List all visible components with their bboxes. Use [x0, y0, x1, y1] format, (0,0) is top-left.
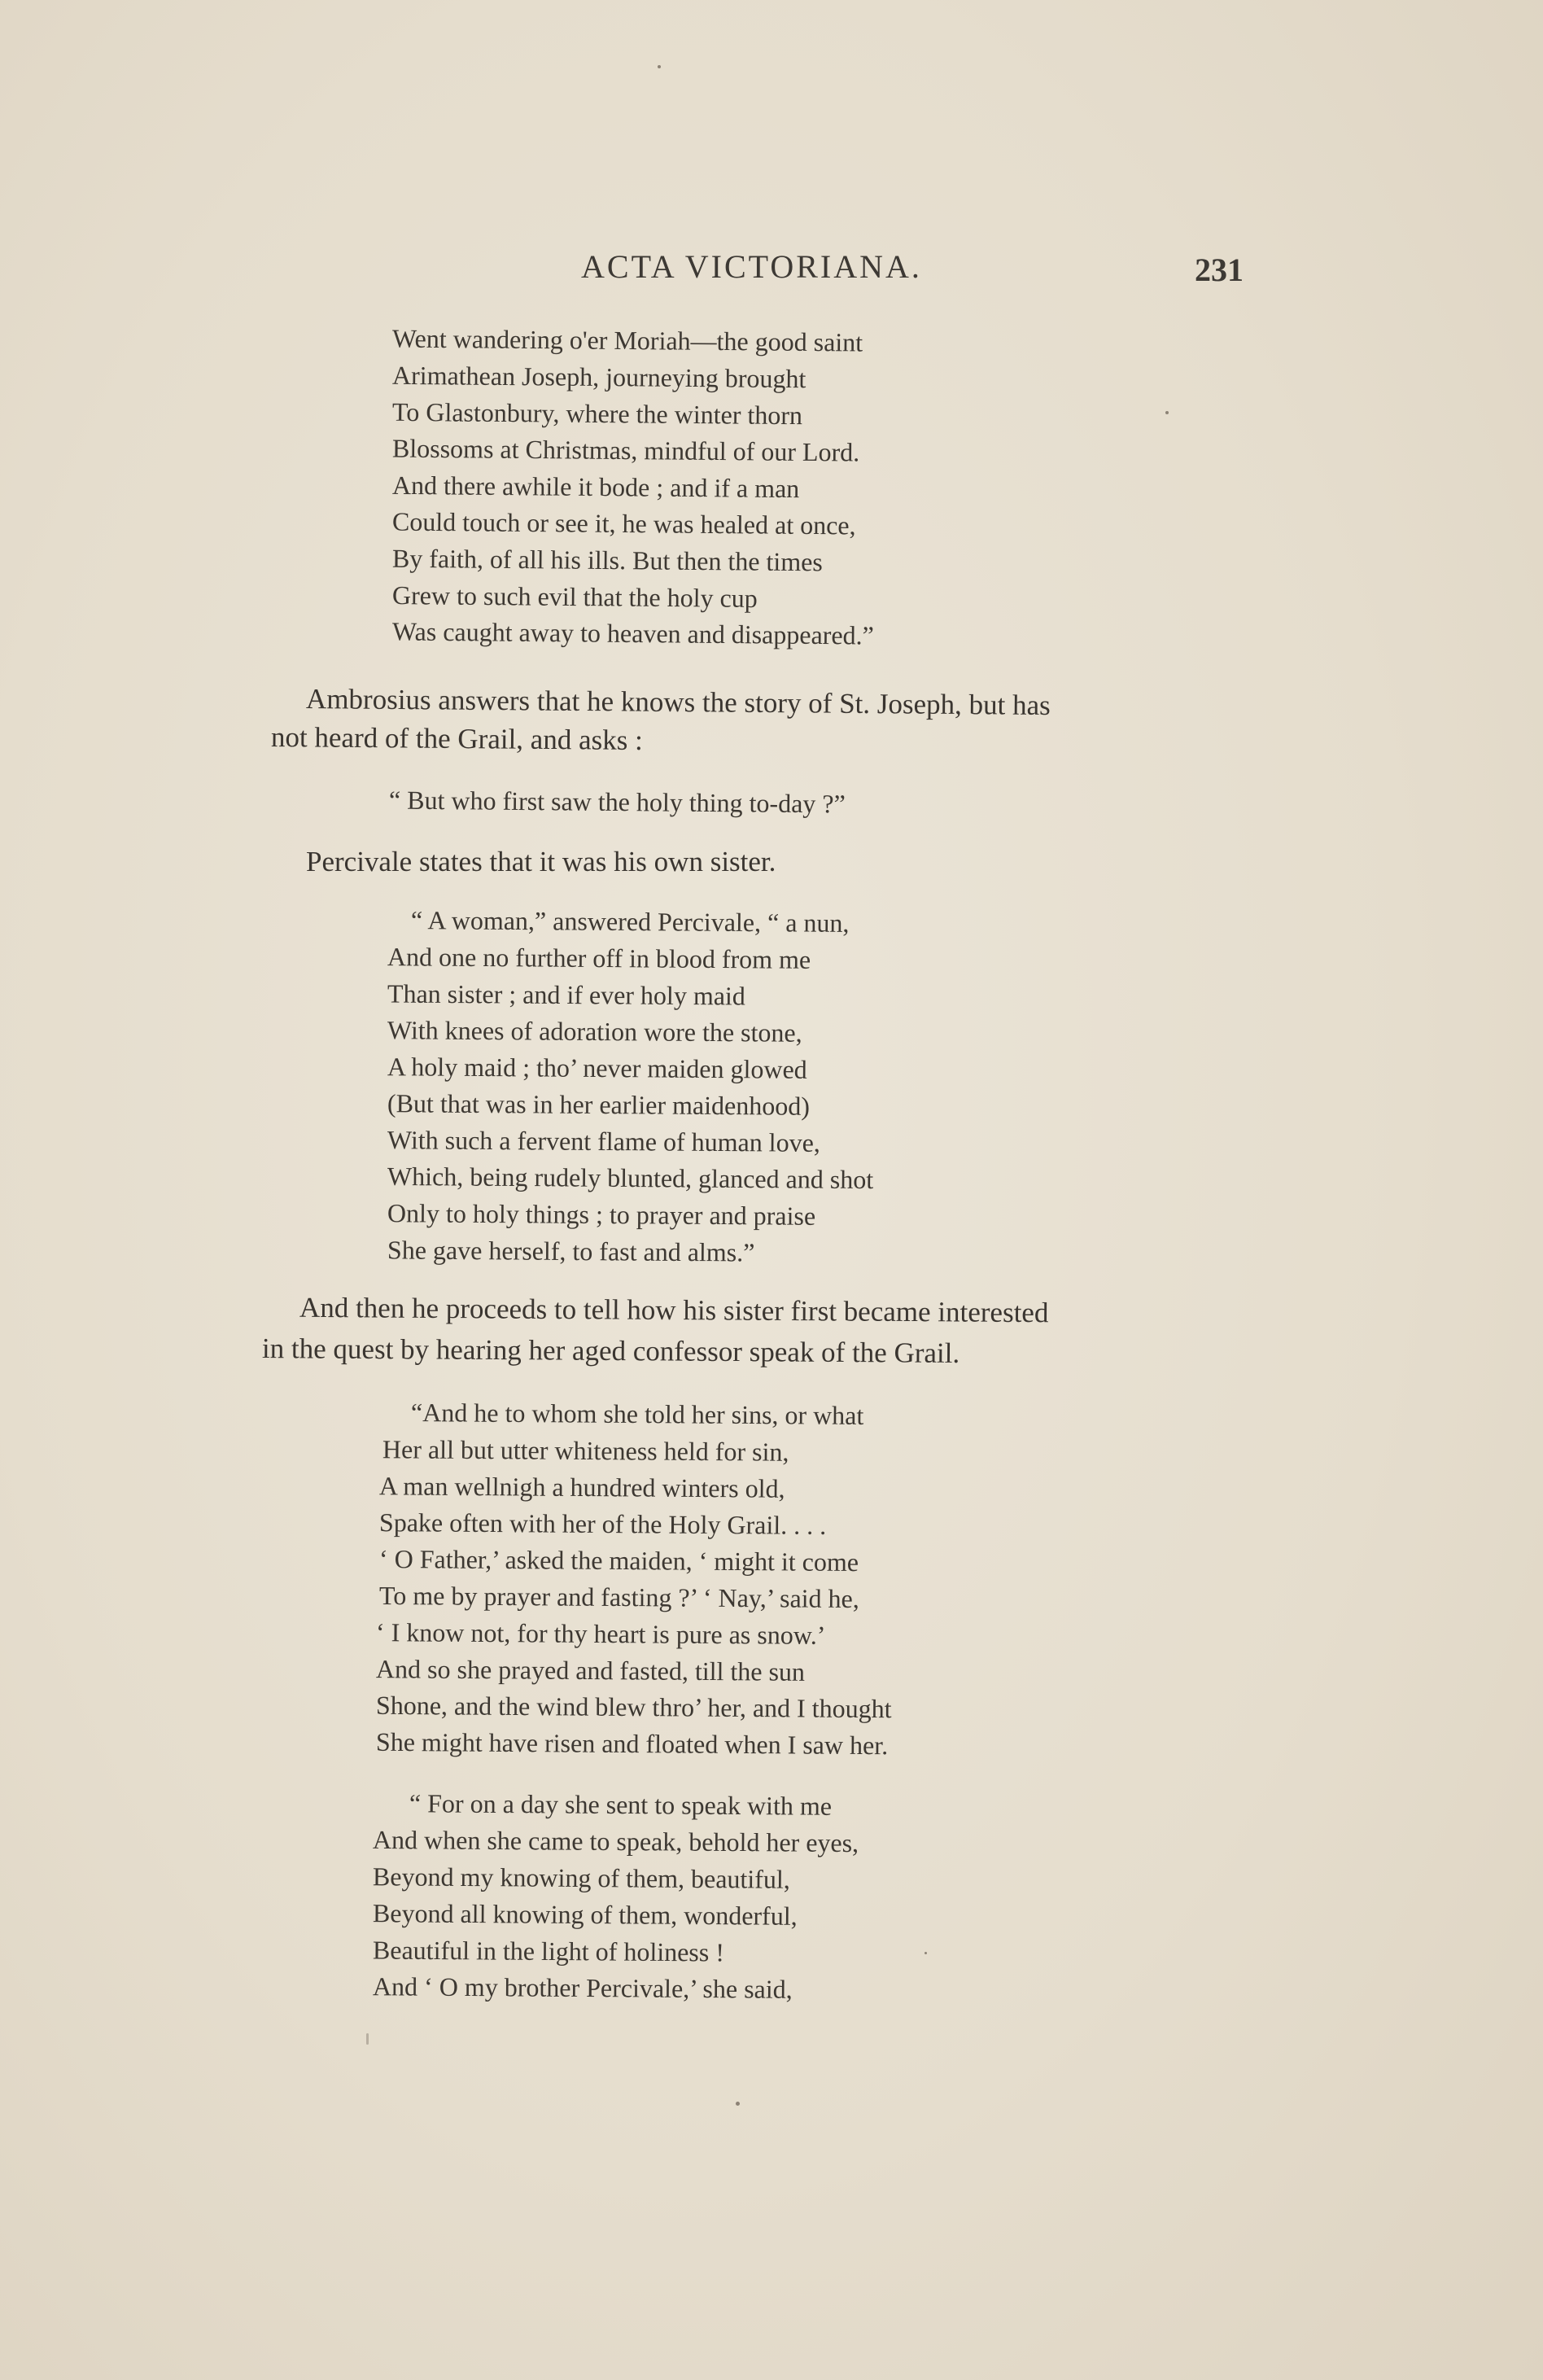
verse-line: With knees of adoration wore the stone,: [387, 1015, 802, 1048]
verse-line: Than sister ; and if ever holy maid: [387, 978, 745, 1011]
verse-line: And there awhile it bode ; and if a man: [391, 470, 800, 504]
paper-speck: [366, 2033, 369, 2045]
quoted-question: “ But who first saw the holy thing to-day ?”: [388, 785, 846, 819]
verse-line: Was caught away to heaven and disappeared.”: [391, 616, 874, 650]
verse-line: And so she prayed and fasted, till the sun: [375, 1654, 806, 1687]
verse-line: Grew to such evil that the holy cup: [391, 580, 758, 613]
verse-line: A holy maid ; tho’ never maiden glowed: [387, 1052, 807, 1084]
verse-line: With such a fervent flame of human love,: [387, 1125, 820, 1157]
running-head: ACTA VICTORIANA.: [581, 248, 922, 285]
page-header: [0, 247, 1543, 296]
verse-line: She gave herself, to fast and alms.”: [387, 1235, 755, 1267]
paper-speck: [658, 65, 661, 68]
verse-line: “And he to whom she told her sins, or what: [410, 1398, 864, 1430]
verse-line: Arimathean Joseph, journeying brought: [391, 360, 806, 394]
paper-speck: [736, 2102, 740, 2106]
verse-line: Beyond all knowing of them, wonderful,: [372, 1898, 798, 1931]
prose-line: in the quest by hearing her aged confessor speak of the Grail.: [261, 1332, 960, 1369]
verse-line: “ A woman,” answered Percivale, “ a nun,: [410, 905, 850, 938]
verse-line: And one no further off in blood from me: [387, 942, 811, 974]
prose-line: And then he proceeds to tell how his sister first became interested: [299, 1291, 1049, 1329]
verse-line: Beyond my knowing of them, beautiful,: [372, 1862, 790, 1894]
verse-line: To Glastonbury, where the winter thorn: [391, 396, 803, 431]
verse-line: Shone, and the wind blew thro’ her, and I thought: [375, 1690, 892, 1724]
prose-line: Ambrosius answers that he knows the story of St. Joseph, but has: [305, 683, 1051, 721]
prose-line: not heard of the Grail, and asks :: [270, 721, 643, 756]
verse-line: Could touch or see it, he was healed at once,: [391, 506, 856, 540]
verse-line: Only to holy things ; to prayer and praise: [387, 1198, 816, 1231]
verse-line: By faith, of all his ills. But then the times: [391, 543, 823, 577]
page-number: 231: [1195, 252, 1244, 288]
verse-line: ‘ I know not, for thy heart is pure as snow.’: [375, 1617, 826, 1650]
verse-line: Spake often with her of the Holy Grail. . . .: [378, 1507, 827, 1540]
verse-line: To me by prayer and fasting ?’ ‘ Nay,’ said he,: [378, 1580, 859, 1614]
verse-line: Beautiful in the light of holiness !: [372, 1935, 725, 1967]
paper-speck: [924, 1952, 927, 1954]
verse-line: And when she came to speak, behold her eyes,: [372, 1824, 859, 1858]
verse-line: Which, being rudely blunted, glanced and shot: [387, 1161, 874, 1195]
verse-line: A man wellnigh a hundred winters old,: [378, 1471, 785, 1503]
verse-line: She might have risen and floated when I saw her.: [375, 1726, 889, 1761]
verse-line: “ For on a day she sent to speak with me: [409, 1788, 833, 1821]
verse-line: And ‘ O my brother Percivale,’ she said,: [372, 1971, 793, 2004]
verse-line: (But that was in her earlier maidenhood): [387, 1088, 811, 1121]
verse-line: Went wandering o'er Moriah—the good saint: [391, 323, 863, 357]
verse-line: Her all but utter whiteness held for sin,: [382, 1434, 789, 1467]
verse-line: Blossoms at Christmas, mindful of our Lord.: [391, 433, 860, 467]
paper-speck: [1165, 411, 1169, 414]
verse-line: ‘ O Father,’ asked the maiden, ‘ might it come: [378, 1543, 859, 1577]
prose-paragraph-2: Percivale states that it was his own sister.: [306, 846, 776, 877]
